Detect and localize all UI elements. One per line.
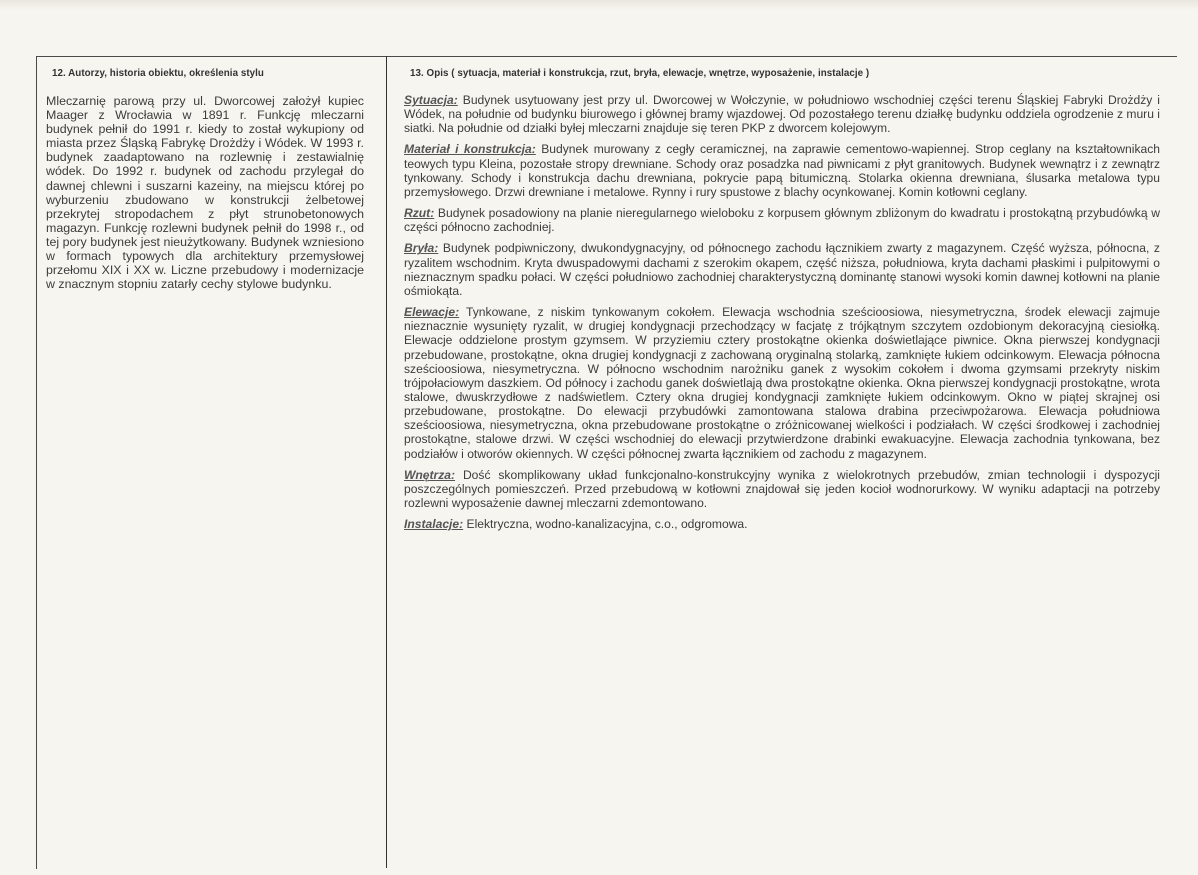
section-text: Tynkowane, z niskim tynkowanym cokołem. Elewacja wschodnia sześcioosiowa, niesymetryczna, środek elewacji zajmuje nieznacznie wysunięty ryzalit, w drugiej kondygnacji przechodzący w facjatę z trójkątnym szczytem ozdobionym dekoracyjną ciesiołką. Elewacje oddzielone prostym gzymsem. W przyziemiu cztery prostokątne okienka doświetlające piwnice. Okna pierwszej kondygnacji przebudowane, prostokątne, okna drugiej kondygnacji z zachowaną oryginalną stolarką, zamknięte łukiem odcinkowym. Elewacja północna sześcioosiowa, niesymetryczna. W północno wschodnim narożniku ganek z wysokim cokołem i dwoma gzymsami przekryty niskim trójpołaciowym daszkiem. Od północy i zachodu ganek doświetlają dwa prostokątne okienka. Okna pierwszej kondygnacji prostokątne, wrota stalowe, dwuskrzydłowe z nadświetlem. Cztery okna drugiej kondygnacji zamknięte łukiem odcinkowym. Okno w piątej skrajnej osi przebudowane, prostokątne. Do elewacji przybudówki zamontowana stalowa drabina przeciwpożarowa. Elewacja południowa sześcioosiowa, niesymetryczna, okna przebudowane prostokątne o zróżnicowanej wielkości i podziałach. W części środkowej i zachodniej prostokątne, stalowe drzwi. W części wschodniej do elewacji przytwierdzone drabinki ewakuacyjne. Elewacja zachodnia tynkowana, bez podziałów i otworów okiennych. W części północnej zwarta łącznikiem od zachodu z magazynem. — [404, 305, 1160, 461]
section-label: Bryła: — [404, 241, 439, 256]
section-situation — [404, 93, 1160, 135]
section-text: Budynek posadowiony na planie nieregularnego wieloboku z korpusem głównym zbliżonym do kwadratu i prostokątną przybudówką w części północno zachodniej. — [404, 206, 1160, 235]
section-label: Instalacje: — [404, 517, 464, 532]
section-text: Budynek usytuowany jest przy ul. Dworcowej w Wołczynie, w południowo wschodniej części terenu Śląskiej Fabryki Drożdży i Wódek, na południe od budynku biurowego i głównej bramy wjazdowej. Od pozostałego terenu działkę budynku oddziela ogrodzenie z muru i siatki. Na południe od działki byłej mleczarni znajduje się teren PKP z dworcem kolejowym. — [404, 93, 1160, 136]
section-installations — [404, 517, 1160, 531]
section-plan — [404, 206, 1160, 234]
section-label: Rzut: — [404, 206, 435, 221]
section-text: Budynek murowany z cegły ceramicznej, na zaprawie cementowo-wapiennej. Strop ceglany na kształtownikach teowych typu Kleina, pozostałe stropy drewniane. Schody oraz posadzka nad piwnicami z płyt granitowych. Budynek wewnątrz i z zewnątrz tynkowany. Schody i konstrukcja dachu drewniana, pokrycie papą bitumiczną. Stolarka okienna drewniana, ślusarka metalowa typu przemysłowego. Drzwi drewniane i metalowe. Rynny i rury spustowe z blachy ocynkowanej. Komin kotłowni ceglany. — [404, 142, 1160, 199]
section-label: Elewacje: — [404, 305, 460, 320]
section-label: Sytuacja: — [404, 93, 458, 107]
history-heading: 12. Autorzy, historia obiektu, określenia stylu — [52, 68, 264, 79]
scan-top-edge — [0, 0, 1198, 10]
history-text: Mleczarnię parową przy ul. Dworcowej założył kupiec Maager z Wrocławia w 1891 r. Funkcję mleczarni budynek pełnił do 1991 r. kiedy to został wykupiony od miasta przez Śląską Fabrykę Drożdży i Wódek. W 1993 r. budynek zaadaptowano na rozlewnię i zestawialnię wódek. Do 1992 r. budynek od zachodu przylegał do dawnej chlewni i suszarni kazeiny, na miejscu której po wyburzeniu zbudowano w konstrukcji żelbetowej przekrytej stropodachem z płyt strunobetonowych magazyn. Funkcję rozlewni budynek pełnił do 1998 r., od tej pory budynek jest nieużytkowany. Budynek wzniesiono w formach typowych dla architektury przemysłowej przełomu XIX i XX w. Liczne przebudowy i modernizacje w znacznym stopniu zatarły cechy stylowe budynku. — [46, 94, 364, 292]
section-text: Elektryczna, wodno-kanalizacyjna, c.o., odgromowa. — [466, 517, 748, 532]
section-interiors — [404, 468, 1160, 510]
column-divider — [386, 56, 387, 868]
section-material — [404, 142, 1160, 199]
history-column — [46, 64, 364, 291]
section-label: Materiał i konstrukcja: — [404, 142, 536, 157]
description-heading: 13. Opis ( sytuacja, materiał i konstrukcja, rzut, bryła, elewacje, wnętrze, wyposażenie, instalacje ) — [410, 68, 870, 79]
section-text: Dość skomplikowany układ funkcjonalno-konstrukcyjny wynika z wielokrotnych przebudów, zmian technologii i dyspozycji poszczególnych pomieszczeń. Przed przebudową w kotłowni znajdował się jeden kocioł wodnorurkowy. W wyniku adaptacji na potrzeby rozlewni wyposażenie dawnej mleczarni zdemontowano. — [404, 467, 1160, 511]
section-massing — [404, 241, 1160, 298]
section-facades — [404, 305, 1160, 461]
description-column — [404, 64, 1160, 538]
section-label: Wnętrza: — [404, 467, 456, 482]
section-text: Budynek podpiwniczony, dwukondygnacyjny, od północnego zachodu łącznikiem zwarty z magazynem. Część wyższa, północna, z ryzalitem wschodnim. Kryta dwuspadowymi dachami z szerokim okapem, część niższa, południowa, kryta dachami płaskimi i pulpitowymi o nieznacznym spadku połaci. W części południowo zachodniej charakterystyczną dominantę stanowi wysoki komin dawnej kotłowni na planie ośmiokąta. — [404, 241, 1160, 298]
description-body — [404, 93, 1160, 531]
